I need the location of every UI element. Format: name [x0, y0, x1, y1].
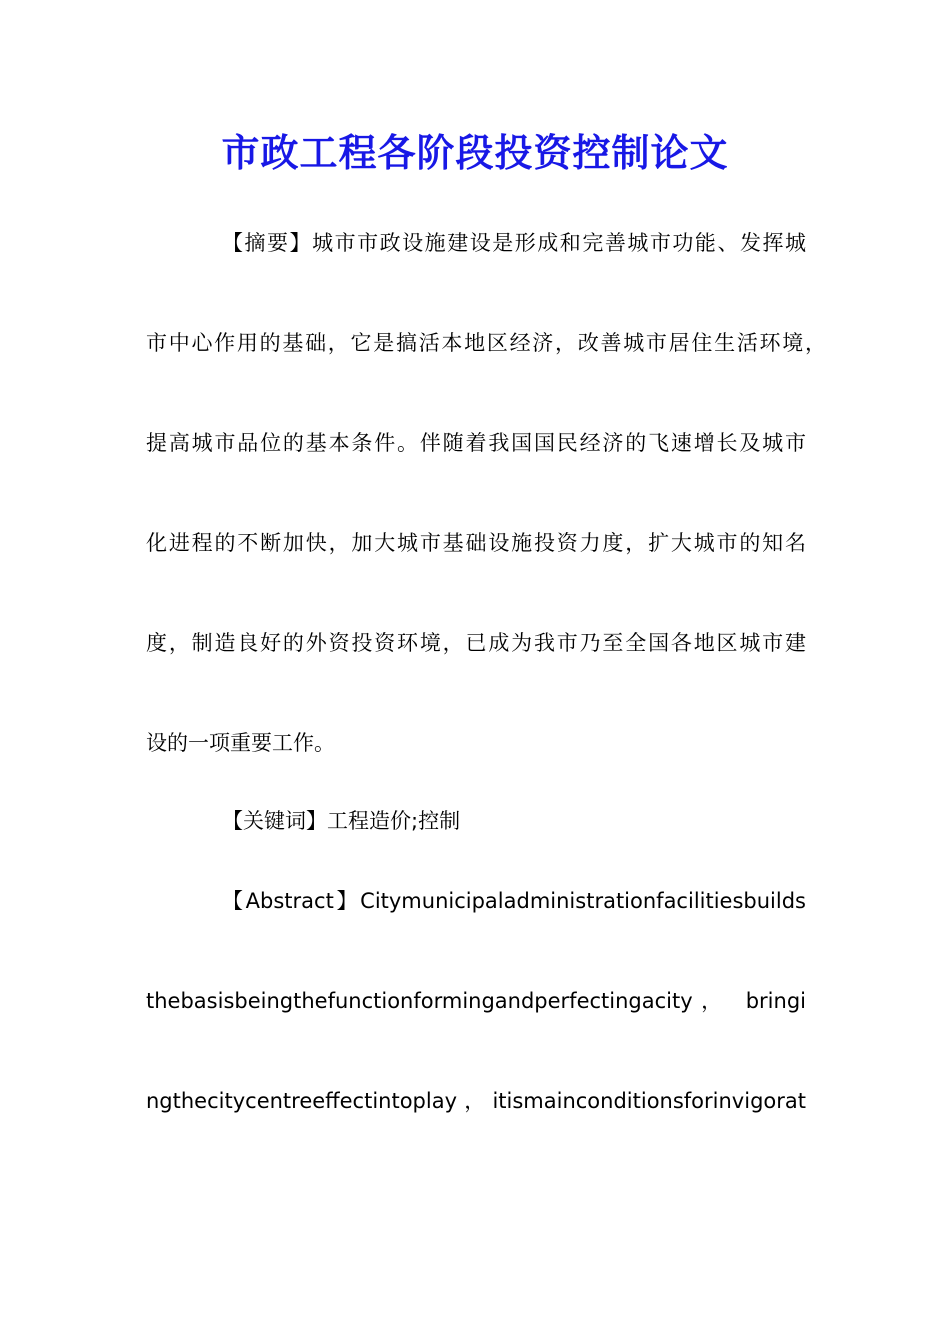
abstract-cn-line-4: 化进程的不断加快，加大城市基础设施投资力度，扩大城市的知名: [146, 531, 806, 555]
abstract-cn-line-1: 【摘要】城市市政设施建设是形成和完善城市功能、发挥城: [222, 231, 806, 255]
document-title: 市政工程各阶段投资控制论文: [221, 130, 729, 175]
abstract-cn-line-2: 市中心作用的基础，它是搞活本地区经济，改善城市居住生活环境，: [146, 331, 826, 355]
abstract-en-line-3: ngthecitycentreeffectintoplay，itismainconditionsforinvigorat: [146, 1089, 806, 1113]
abstract-cn-line-6: 设的一项重要工作。: [146, 731, 335, 755]
abstract-en-line-2: thebasisbeingthefunctionformingandperfectingacity， bringi: [146, 989, 806, 1013]
keywords-cn: 【关键词】工程造价;控制: [222, 809, 461, 833]
abstract-cn-line-3: 提高城市品位的基本条件。伴随着我国国民经济的飞速增长及城市: [146, 431, 806, 455]
abstract-en-line-1: 【Abstract】Citymunicipaladministrationfacilitiesbuilds: [222, 889, 806, 913]
abstract-cn-line-5: 度，制造良好的外资投资环境，已成为我市乃至全国各地区城市建: [146, 631, 806, 655]
